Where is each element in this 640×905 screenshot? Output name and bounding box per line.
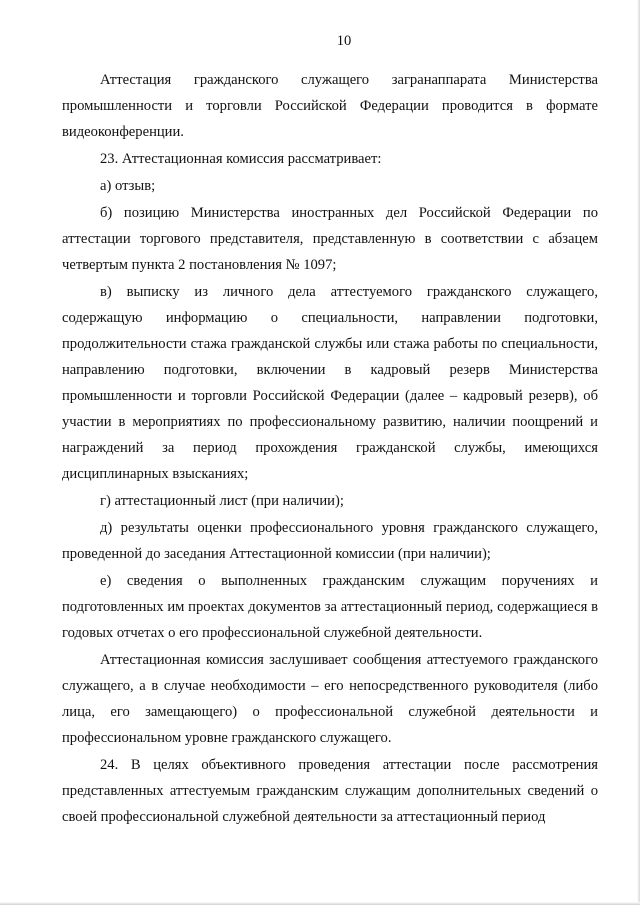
paragraph-clause-23: 23. Аттестационная комиссия рассматривает: [100,151,382,167]
list-item-e: е) сведения о выполненных гражданским служащим поручениях и подготовленных им проектах документов за аттестационный период, содержащиеся в годовых отчетах о его профессиональной служебной деятельности. [62,573,598,641]
paragraph-clause-24: 24. В целях объективного проведения аттестации после рассмотрения представленных аттестуемым гражданским служащим дополнительных сведений о своей профессиональной служебной деятельности за аттестационный период [62,757,598,825]
list-item-g: г) аттестационный лист (при наличии); [100,493,344,509]
list-item-a: а) отзыв; [100,178,156,194]
list-item-v: в) выписку из личного дела аттестуемого гражданского служащего, содержащую информацию о специальности, направлении подготовки, продолжительности стажа гражданской службы или стажа работы по специальности, направлению подготовки, включении в кадровый резерв Министерства промышленности и торговли Российской Федерации (далее – кадровый резерв), об участии в мероприятиях по профессиональному развитию, наличии поощрений и награждений за период прохождения гражданской службы, имеющихся дисциплинарных взысканиях; [62,284,598,482]
list-item-d: д) результаты оценки профессионального уровня гражданского служащего, проведенной до заседания Аттестационной комиссии (при наличии); [62,520,598,562]
list-item-b: б) позицию Министерства иностранных дел Российской Федерации по аттестации торгового представителя, представленную в соответствии с абзацем четвертым пункта 2 постановления № 1097; [62,205,598,273]
paragraph-hearing: Аттестационная комиссия заслушивает сообщения аттестуемого гражданского служащего, а в случае необходимости – его непосредственного руководителя (либо лица, его замещающего) о профессиональной служебной деятельности и профессиональном уровне гражданского служащего. [62,652,598,746]
page-number: 10 [336,33,352,49]
paragraph-videoconference: Аттестация гражданского служащего загранаппарата Министерства промышленности и торговли Российской Федерации проводится в формате видеоконференции. [62,72,598,140]
